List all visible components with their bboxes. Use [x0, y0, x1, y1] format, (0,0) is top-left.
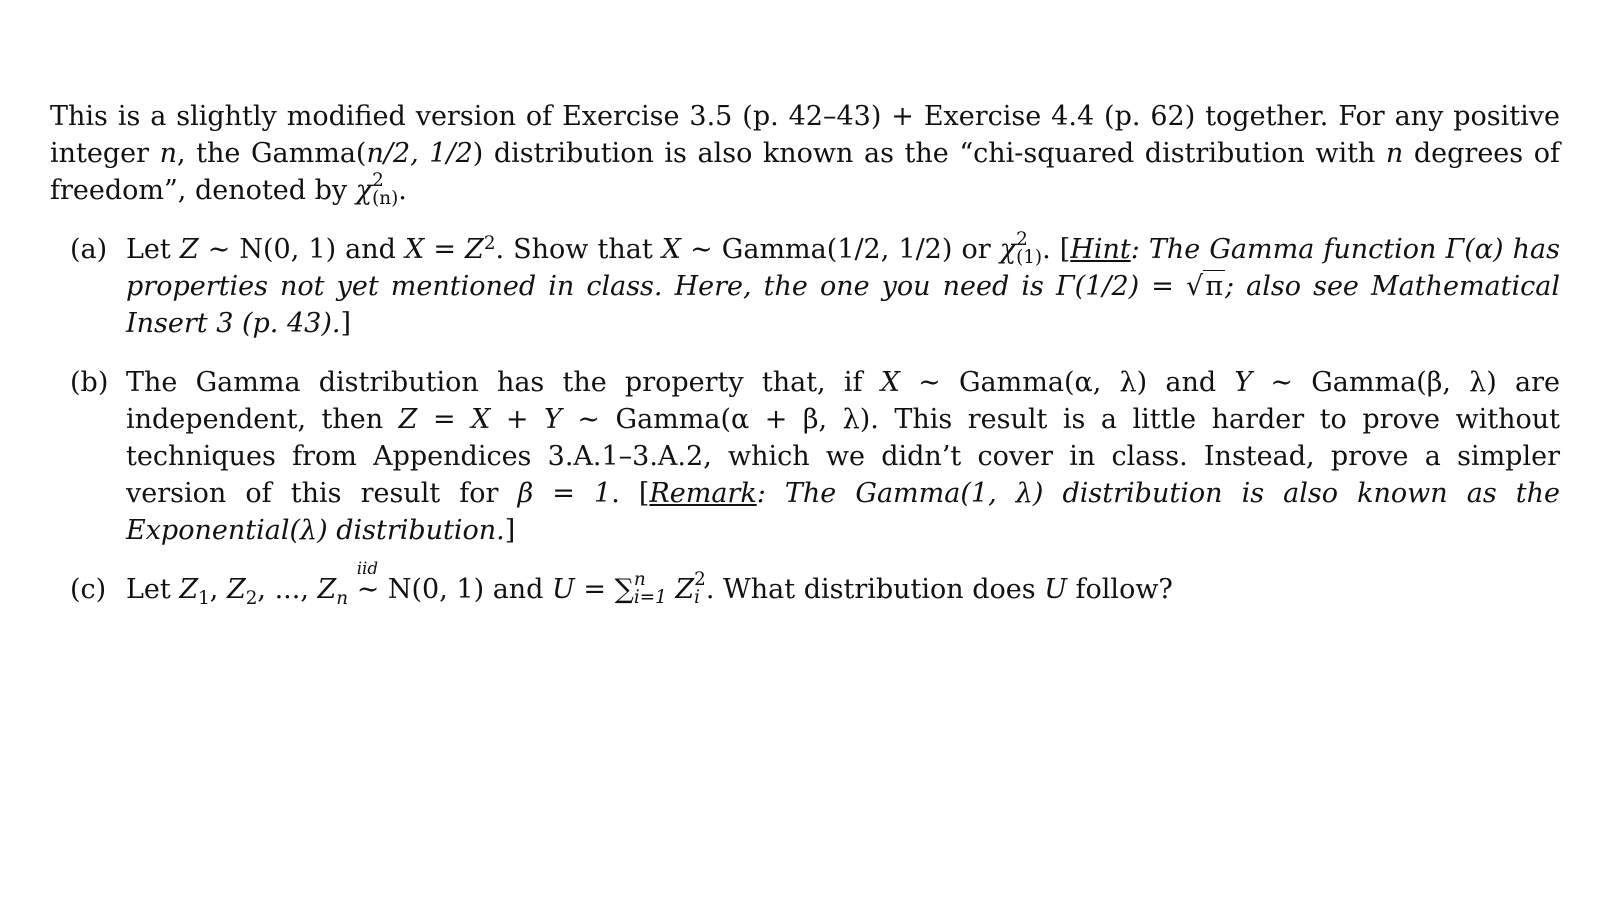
- var-n-2: n: [1385, 138, 1404, 169]
- sum-limits: n i=1: [633, 569, 667, 608]
- intro-text-1: This is a slightly modified version of Exercise 3.5 (p. 42–43) + Exercise 4.4 (p. 62) together. For any positive integer: [50, 101, 1560, 169]
- item-a: (a) Let Z ∼ N(0, 1) and $X = Z^2$. Show that X ∼ Gamma(1/2, 1/2) or χ 2 (1) . [Hint: The Gamma function Γ(α) has properties not yet mentioned in class. Here, the one you need is Γ(1/2) = √π; also see Mathematical Insert 3 (p. 43).]: [70, 229, 1560, 339]
- remark-text: : The Gamma(1, λ) distribution is also known as the Exponential(λ) distribution.: [126, 478, 1561, 546]
- exercise-document: [50, 98, 1560, 608]
- item-a-text-2: N(0, 1) and: [230, 234, 406, 265]
- gamma-args: n/2, 1/2: [366, 138, 473, 169]
- chi-squared-1: χ 2 (1): [999, 229, 1043, 268]
- item-b: (b) The Gamma distribution has the property that, if X ∼ Gamma(α, λ) and Y ∼ Gamma(β, λ) are independent, then Z = X + Y ∼ Gamma(α + β, λ). This result is a little harder to prove without techniques from Appendices 3.A.1–3.A.2, which we didn’t cover in class. Instead, prove a simpler version of this result for β = 1. [Remark: The Gamma(1, λ) distribution is also known as the Exponential(λ) distribution.]: [50, 364, 1560, 549]
- item-a-text-3: . Show that: [495, 234, 662, 265]
- beta-eq: β = 1: [517, 478, 612, 509]
- chi-squared-n: χ 2 (n): [355, 170, 399, 209]
- hint-label: Hint: [1070, 234, 1131, 265]
- item-b-text-1: The Gamma distribution has the property that, if: [126, 367, 881, 398]
- iid-tilde: iid ∼: [356, 558, 380, 605]
- item-b-text-2: Gamma(α, λ) and: [940, 367, 1235, 398]
- item-b-label: (b): [70, 367, 109, 398]
- intro-text-4: degrees of freedom”, denoted by: [50, 138, 1560, 206]
- item-a-text-4: Gamma(1/2, 1/2) or: [712, 234, 1000, 265]
- intro-text-2: , the Gamma(: [177, 138, 367, 169]
- sqrt-pi: √π: [1186, 271, 1223, 302]
- item-a-label: (a): [70, 234, 108, 265]
- intro-text-3: ) distribution is also known as the “chi-squared distribution with: [472, 138, 1386, 169]
- item-a-text-1: Let: [126, 234, 180, 265]
- hint-text-2: ; also see Mathematical Insert 3 (p. 43).: [126, 271, 1560, 339]
- item-c-text-2: N(0, 1) and: [379, 574, 553, 605]
- item-c-text-3: . What distribution does: [705, 574, 1045, 605]
- item-c-text-4: follow?: [1066, 574, 1173, 605]
- item-c-text-1: Let: [126, 574, 180, 605]
- item-c-label: (c): [70, 574, 107, 605]
- item-b-text-3: Gamma(β, λ) are independent, then: [126, 367, 1560, 435]
- remark-label: Remark: [649, 478, 757, 509]
- intro-paragraph: This is a slightly modified version of Exercise 3.5 (p. 42–43) + Exercise 4.4 (p. 62) together. For any positive integer n, the Gamma(n/2, 1/2) distribution is also known as the “chi-squared distribution with n degrees of freedom”, denoted by χ 2 (n) .: [50, 101, 1560, 209]
- hint-text: : The Gamma function Γ(α) has properties not yet mentioned in class. Here, the one you need is Γ(1/2) =: [126, 234, 1560, 302]
- item-c: (c) Let $Z_1$, $Z_2$, ..., $Z_n$ iid ∼ N(0, 1) and U = ∑ n i=1 Z 2 i . What distribution does U follow?: [70, 558, 1173, 609]
- item-b-text-4: Gamma(α + β, λ). This result is a little harder to prove without techniques from Appendices 3.A.1–3.A.2, which we didn’t cover in class. Instead, prove a simpler version of this result for: [126, 404, 1561, 509]
- var-n: n: [159, 138, 177, 169]
